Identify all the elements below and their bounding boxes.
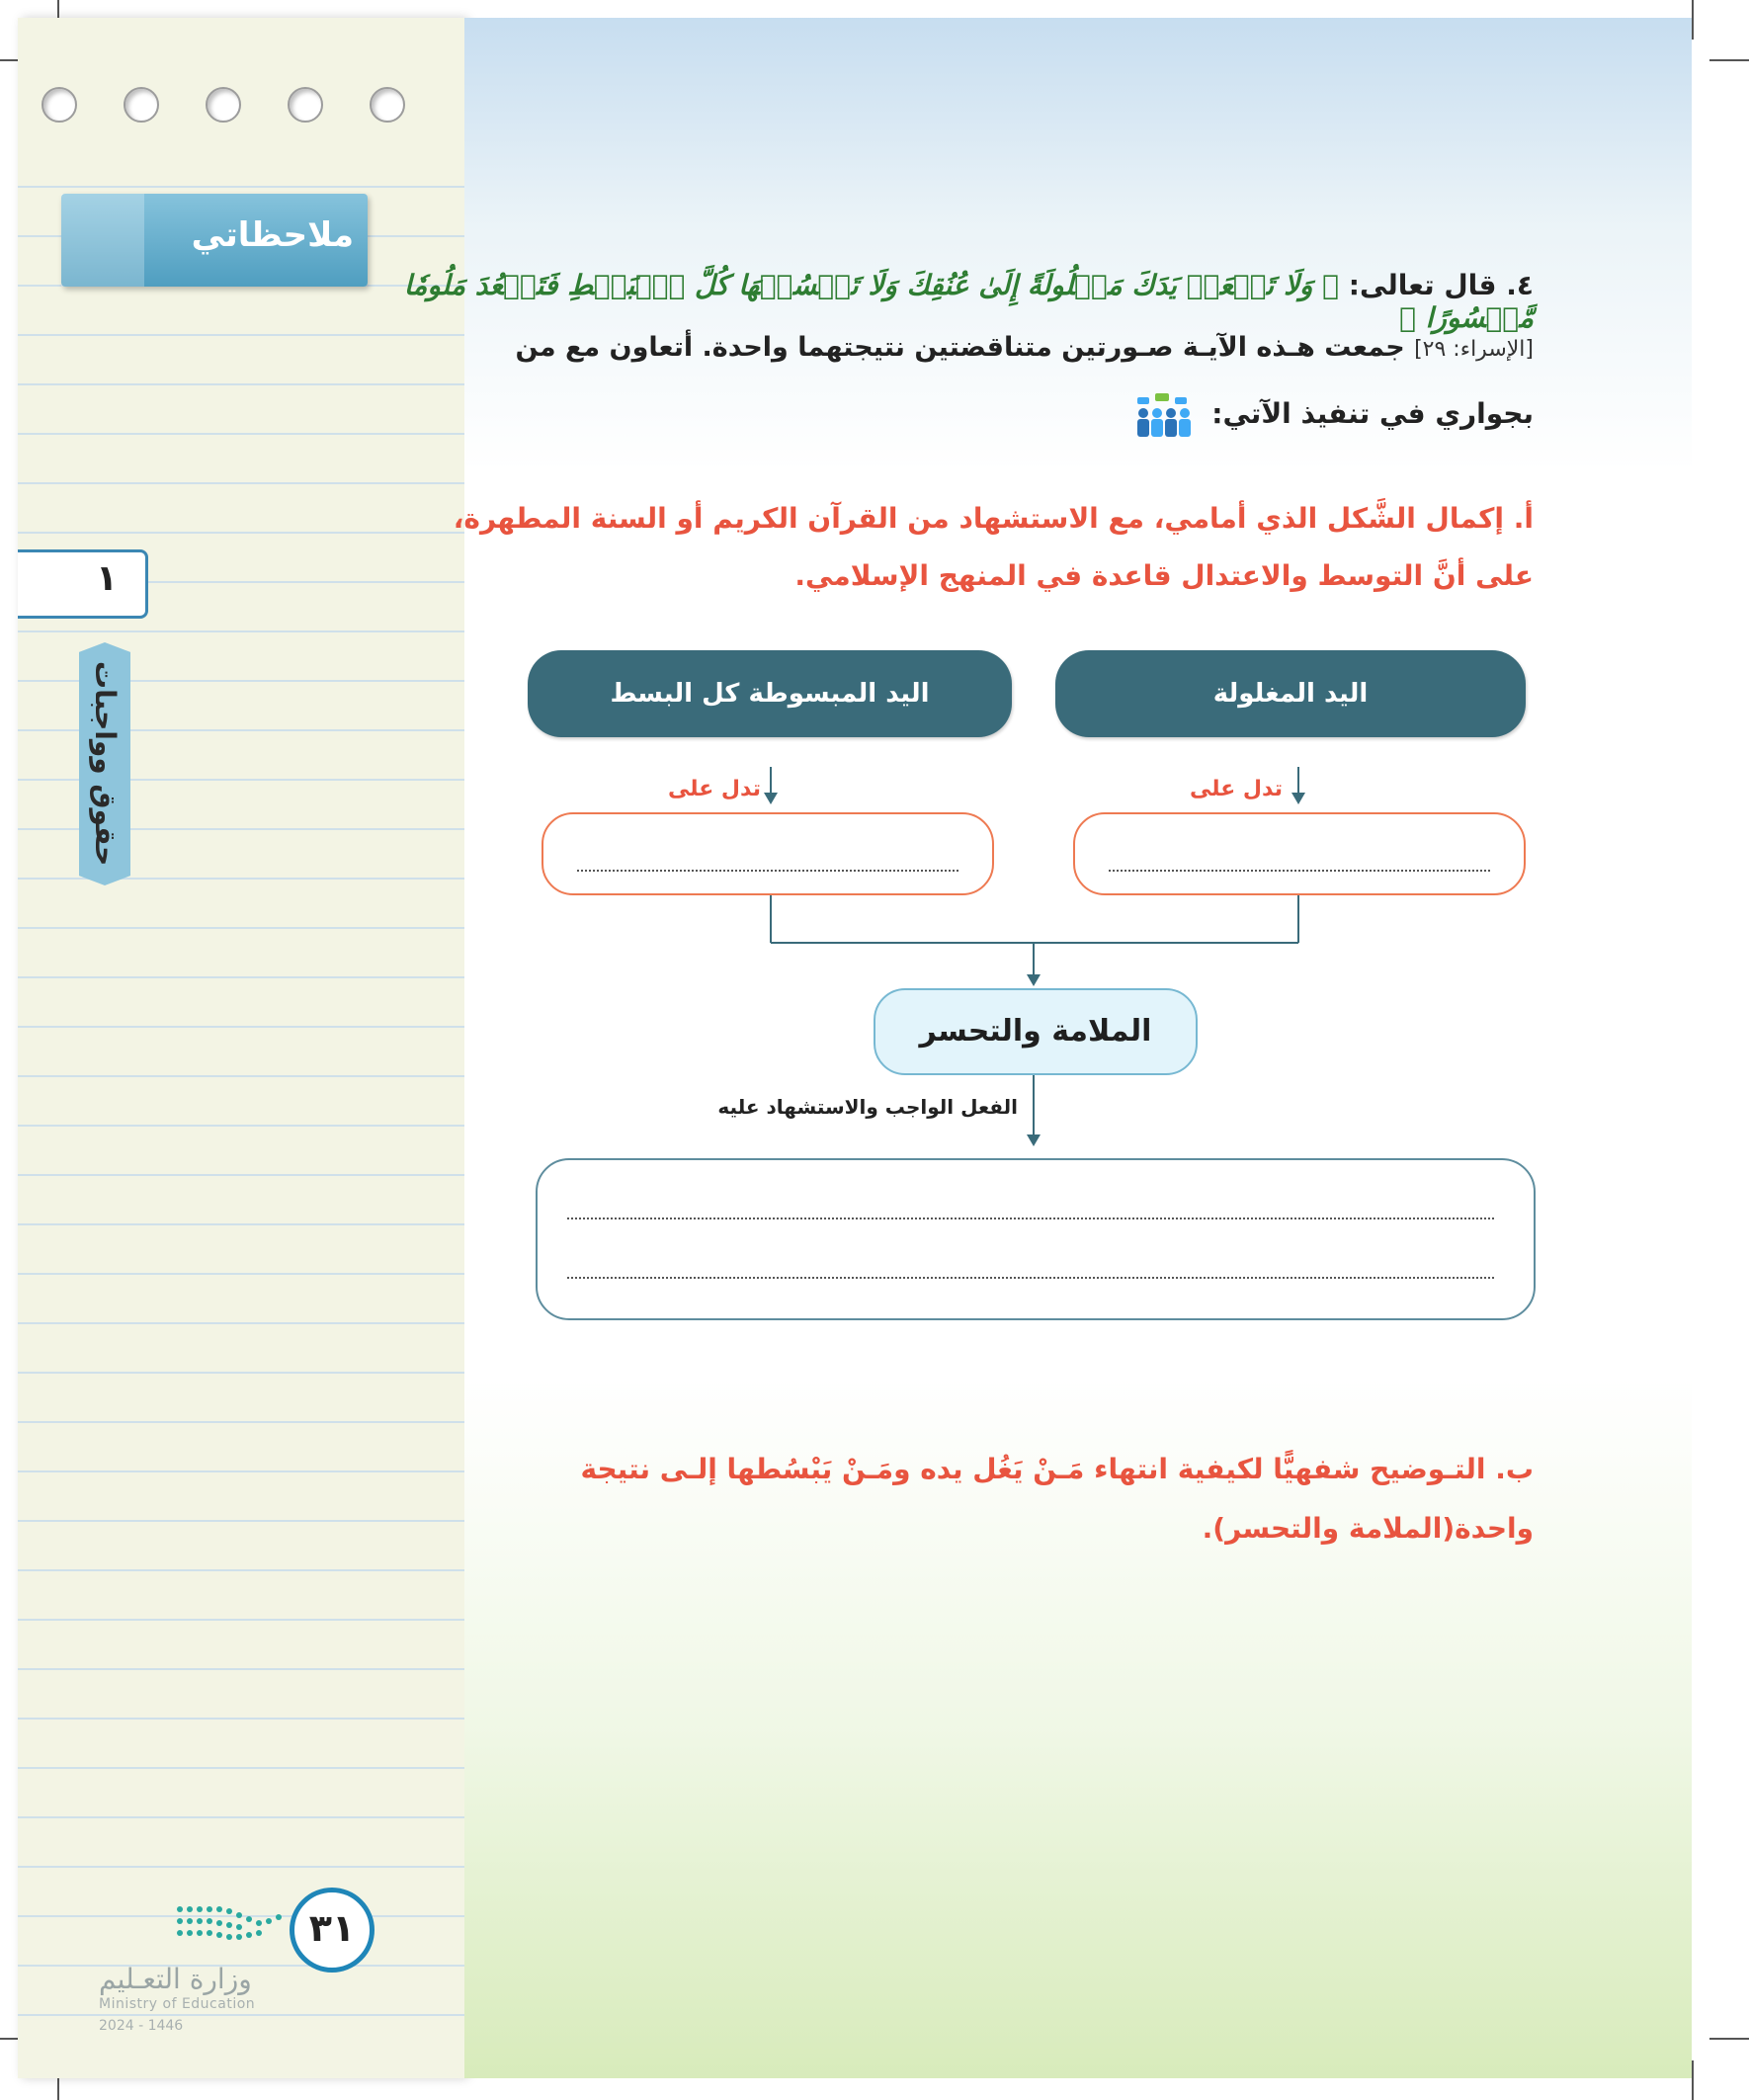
binder-hole — [124, 87, 159, 123]
merge-connector — [761, 895, 1314, 990]
question-line-2-text: جمعت هـذه الآيـة صـورتين متناقضتين نتيجتهما واحدة. أتعاون مع من — [515, 332, 1405, 363]
answer-box-action[interactable] — [536, 1158, 1536, 1320]
quran-verse: ﴿ وَلَا تَجۡعَلۡ يَدَكَ مَغۡلُولَةً إِلَىٰ عُنُقِكَ وَلَا تَبۡسُطۡهَا كُلَّ ٱلۡبَسۡطِ فَتَقۡعُدَ مَلُومٗا مَّحۡسُورًا ﴾ — [403, 269, 1534, 334]
part-b-line-1: ب. التـوضيح شفهيًّا لكيفية انتهاء مَـنْ يَغُل يده ومَـنْ يَبْسُطها إلـى نتيجة — [580, 1453, 1534, 1485]
binder-hole — [42, 87, 77, 123]
answer-line — [577, 870, 958, 872]
answer-line — [567, 1218, 1494, 1219]
page-number-circle — [290, 1888, 375, 1973]
part-a-line-1: أ. إكمال الشَّكل الذي أمامي، مع الاستشهاد من القرآن الكريم أو السنة المطهرة، — [453, 502, 1534, 535]
crop-mark — [1709, 2038, 1749, 2040]
part-a-line-2: على أنَّ التوسط والاعتدال قاعدة في المنهج الإسلامي. — [794, 559, 1534, 592]
crop-mark — [1709, 59, 1749, 61]
crop-mark — [1692, 2060, 1694, 2100]
answer-line — [567, 1277, 1494, 1279]
page-number: ٣١ — [308, 1906, 356, 1950]
notes-tab-highlight — [61, 194, 144, 287]
crop-mark — [1692, 0, 1694, 40]
question-line-1 — [368, 269, 1534, 334]
ministry-year: 2024 - 1446 — [99, 2018, 184, 2034]
answer-box-left[interactable] — [541, 812, 994, 895]
verse-reference: [الإسراء: ٢٩] — [1414, 337, 1534, 362]
notes-title: ملاحظاتي — [191, 215, 354, 255]
answer-line — [1109, 870, 1490, 872]
connector-label-right: تدل على — [1190, 777, 1283, 801]
arrow-down-icon — [761, 767, 781, 806]
unit-title: حقوق وواجبات — [89, 661, 122, 867]
box-restrained-hand: اليد المغلولة — [1055, 650, 1526, 737]
arrow-down-icon — [1024, 1075, 1043, 1150]
question-intro: ٤. قال تعالى: — [1348, 269, 1534, 301]
part-b-line-2: واحدة(الملامة والتحسر). — [1202, 1512, 1534, 1545]
ministry-name-ar: وزارة التعـليم — [99, 1963, 252, 1995]
answer-box-right[interactable] — [1073, 812, 1526, 895]
group-work-icon — [1131, 391, 1197, 439]
result-box: الملامة والتحسر — [874, 988, 1198, 1075]
unit-number-box — [18, 549, 148, 619]
ministry-logo-icon — [172, 1897, 291, 1957]
box-outstretched-hand: اليد المبسوطة كل البسط — [528, 650, 1012, 737]
question-line-3-text: بجواري في تنفيذ الآتي: — [1211, 397, 1534, 430]
ministry-name-en: Ministry of Education — [99, 1996, 256, 2012]
question-line-2 — [368, 332, 1534, 363]
connector-label-left: تدل على — [668, 777, 761, 801]
action-label: الفعل الواجب والاستشهاد عليه — [717, 1095, 1018, 1119]
binder-hole — [370, 87, 405, 123]
binder-hole — [288, 87, 323, 123]
binder-hole — [206, 87, 241, 123]
arrow-down-icon — [1289, 767, 1308, 806]
question-line-3 — [368, 391, 1534, 439]
unit-number: ١ — [96, 558, 118, 599]
